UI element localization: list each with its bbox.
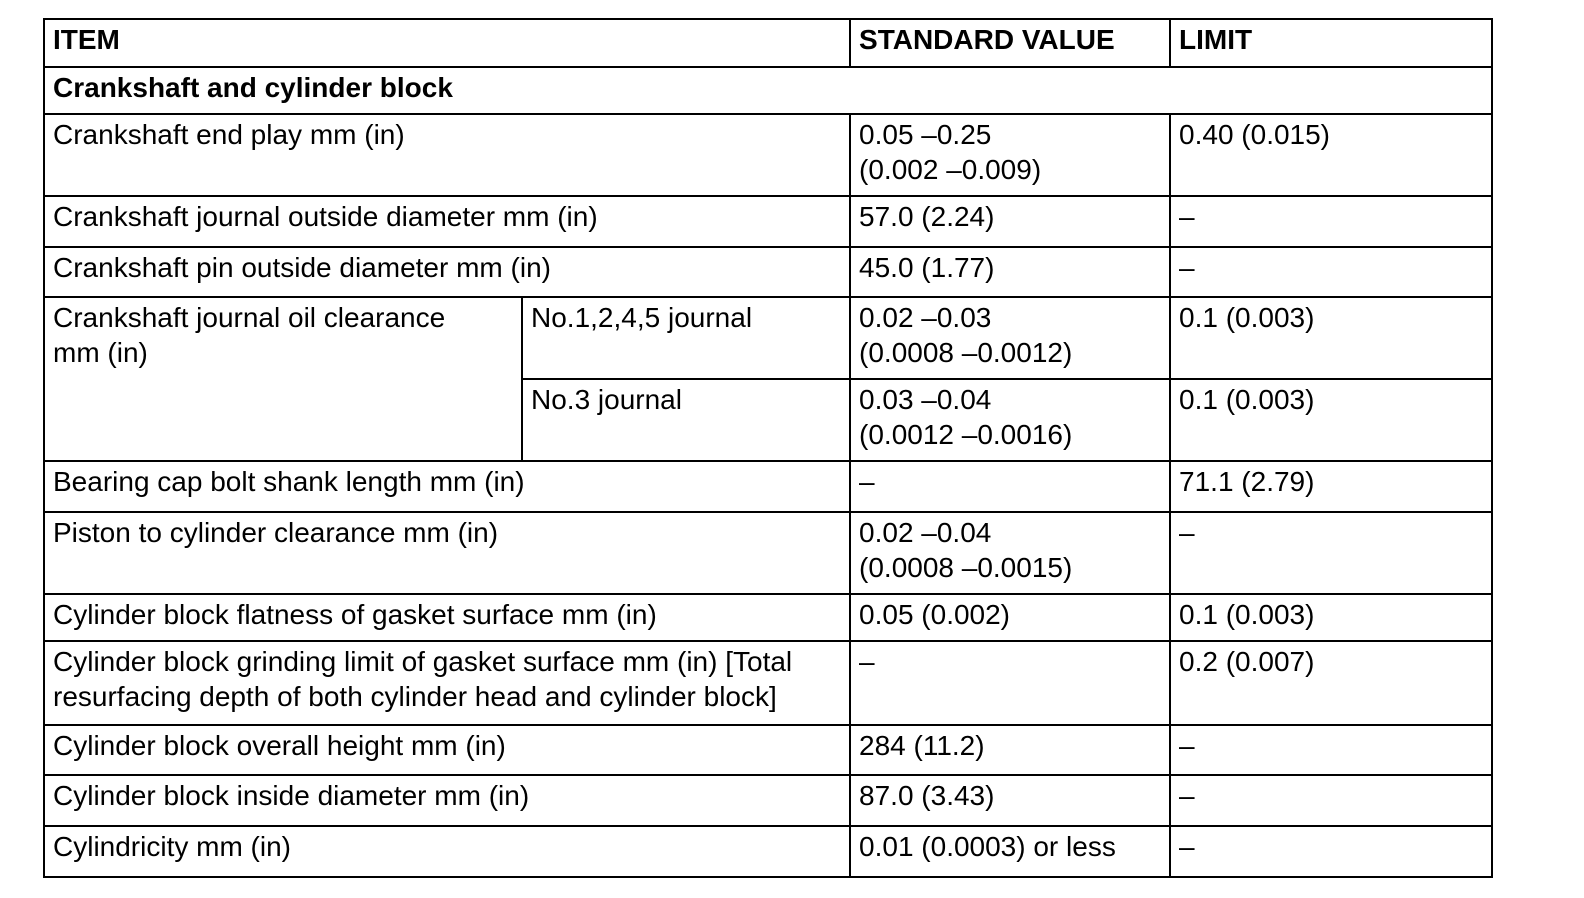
standard-value-cell — [850, 379, 1170, 461]
table-row — [44, 297, 1492, 379]
header-limit: LIMIT — [1170, 19, 1492, 67]
table-row — [44, 247, 1492, 297]
standard-value-cell: 45.0 (1.77) — [850, 247, 1170, 297]
standard-value-line: (0.0008 –0.0012) — [859, 337, 1073, 368]
item-line: Cylinder block grinding limit of gasket surface mm (in) [Total — [53, 646, 793, 677]
standard-value-cell — [850, 512, 1170, 594]
table-row — [44, 641, 1492, 725]
standard-value-cell: 87.0 (3.43) — [850, 775, 1170, 826]
standard-value-line: 0.03 –0.04 — [859, 384, 992, 415]
item-cell: Crankshaft end play mm (in) — [44, 114, 850, 196]
item-cell: Bearing cap bolt shank length mm (in) — [44, 461, 850, 512]
item-cell: Cylinder block flatness of gasket surface mm (in) — [44, 594, 850, 641]
limit-cell: 0.1 (0.003) — [1170, 594, 1492, 641]
table-row — [44, 196, 1492, 247]
item-cell — [44, 297, 522, 461]
table-row — [44, 725, 1492, 775]
item-cell: Cylindricity mm (in) — [44, 826, 850, 877]
standard-value-cell: – — [850, 461, 1170, 512]
limit-cell: – — [1170, 826, 1492, 877]
standard-value-cell: 0.01 (0.0003) or less — [850, 826, 1170, 877]
item-cell: Piston to cylinder clearance mm (in) — [44, 512, 850, 594]
table-row — [44, 775, 1492, 826]
standard-value-cell: – — [850, 641, 1170, 725]
limit-cell: – — [1170, 512, 1492, 594]
limit-cell: – — [1170, 725, 1492, 775]
item-cell: Crankshaft journal outside diameter mm (in) — [44, 196, 850, 247]
standard-value-cell: 284 (11.2) — [850, 725, 1170, 775]
sub-item-cell: No.3 journal — [522, 379, 850, 461]
item-cell: Crankshaft pin outside diameter mm (in) — [44, 247, 850, 297]
item-cell: Cylinder block overall height mm (in) — [44, 725, 850, 775]
item-cell: Cylinder block inside diameter mm (in) — [44, 775, 850, 826]
limit-cell: – — [1170, 196, 1492, 247]
item-cell — [44, 641, 850, 725]
item-line: resurfacing depth of both cylinder head and cylinder block] — [53, 681, 777, 712]
standard-value-line: (0.0012 –0.0016) — [859, 419, 1073, 450]
table-row — [44, 594, 1492, 641]
limit-cell: 71.1 (2.79) — [1170, 461, 1492, 512]
item-line: Crankshaft journal oil clearance — [53, 302, 446, 333]
standard-value-cell — [850, 114, 1170, 196]
sub-item-cell: No.1,2,4,5 journal — [522, 297, 850, 379]
standard-value-cell: 57.0 (2.24) — [850, 196, 1170, 247]
table-row — [44, 512, 1492, 594]
limit-cell: – — [1170, 775, 1492, 826]
limit-cell: 0.2 (0.007) — [1170, 641, 1492, 725]
header-item: ITEM — [44, 19, 850, 67]
item-line: mm (in) — [53, 337, 148, 368]
header-row — [44, 19, 1492, 67]
standard-value-line: 0.05 –0.25 — [859, 119, 992, 150]
table-row — [44, 461, 1492, 512]
limit-cell: – — [1170, 247, 1492, 297]
section-row — [44, 67, 1492, 114]
standard-value-line: 0.02 –0.03 — [859, 302, 992, 333]
specification-table — [43, 18, 1493, 878]
section-title: Crankshaft and cylinder block — [44, 67, 1492, 114]
header-standard-value: STANDARD VALUE — [850, 19, 1170, 67]
standard-value-cell — [850, 297, 1170, 379]
standard-value-cell: 0.05 (0.002) — [850, 594, 1170, 641]
limit-cell: 0.1 (0.003) — [1170, 297, 1492, 379]
standard-value-line: (0.0008 –0.0015) — [859, 552, 1073, 583]
limit-cell: 0.1 (0.003) — [1170, 379, 1492, 461]
table-row — [44, 114, 1492, 196]
limit-cell: 0.40 (0.015) — [1170, 114, 1492, 196]
standard-value-line: 0.02 –0.04 — [859, 517, 992, 548]
table-row — [44, 826, 1492, 877]
standard-value-line: (0.002 –0.009) — [859, 154, 1042, 185]
